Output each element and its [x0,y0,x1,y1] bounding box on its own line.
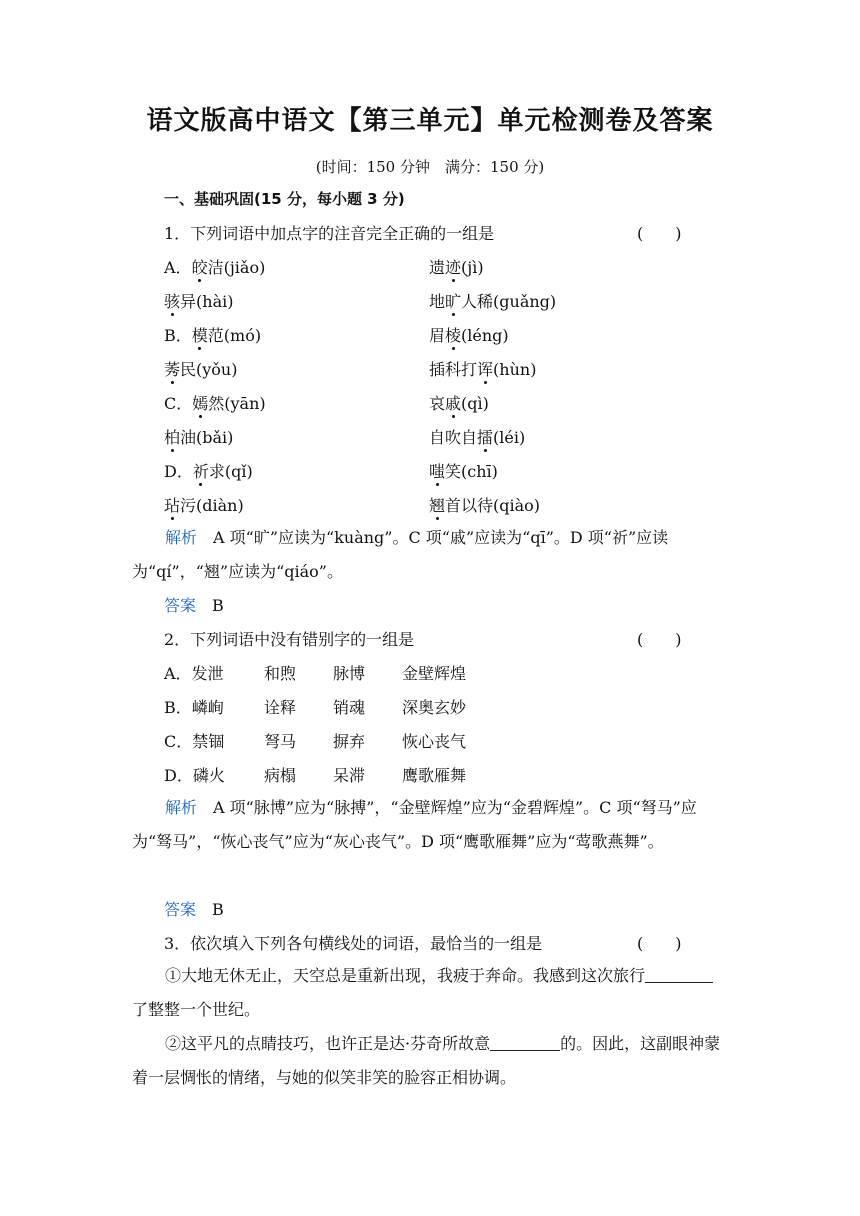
dotted-char: 戚 [445,394,462,413]
dotted-char: 翘 [429,496,446,515]
q1-option-a-word-1: A．皎洁(jiǎo) [164,258,266,277]
option-label: D． [164,462,193,481]
answer-text: B [212,900,224,919]
question-2-answer-paren: ( ) [637,630,682,649]
answer-label: 答案 [164,900,197,919]
option-label: A． [164,258,192,277]
q1-option-a-word-2: 遗迹(jì) [429,258,484,277]
q1-analysis [132,521,728,589]
q1-option-a-word-4: 地旷人稀(guǎng) [429,292,557,311]
q1-option-d-word-4: 翘首以待(qiào) [429,496,541,515]
fill-blank[interactable] [490,1034,560,1051]
q1-option-c-word-2: 哀戚(qì) [429,394,489,413]
analysis-text: A 项“旷”应读为“kuàng”。C 项“戚”应读为“qī”。D 项“祈”应读为“qí”，“翘”应读为“qiáo”。 [132,528,669,581]
q2-option-c: C．禁锢 弩马 摒弃 恢心丧气 [164,732,467,751]
document-subtitle: (时间：150 分钟 满分：150 分) [315,158,545,176]
q1-option-b-word-2: 眉棱(léng) [429,326,509,345]
dotted-char: 骇 [164,292,181,311]
q1-option-d-word-3: 玷污(diàn) [164,496,244,515]
q1-answer [164,596,224,616]
question-1-answer-paren: ( ) [637,224,682,243]
document-title: 语文版高中语文【第三单元】单元检测卷及答案 [146,106,714,136]
section-heading: 一、基础巩固(15 分，每小题 3 分) [164,190,405,208]
answer-text: B [212,596,224,615]
dotted-char: 棱 [445,326,462,345]
q1-option-d-word-1: D．祈求(qǐ) [164,462,253,481]
analysis-text: A 项“脉博”应为“脉搏”，“金壁辉煌”应为“金碧辉煌”。C 项“弩马”应为“驽马”，“恢心丧气”应为“灰心丧气”。D 项“鹰歌雁舞”应为“莺歌燕舞”。 [132,798,697,851]
q2-option-a: A．发泄 和煦 脉博 金壁辉煌 [164,664,467,683]
dotted-char: 诨 [477,360,494,379]
q1-option-c-word-4: 自吹自擂(léi) [429,428,526,447]
analysis-label: 解析 [165,798,198,817]
q2-option-d: D．磷火 病榻 呆滞 鹰歌雁舞 [164,766,467,785]
dotted-char: 祈 [192,462,209,481]
dotted-char: 嗤 [429,462,446,481]
q1-option-d-word-2: 嗤笑(chī) [429,462,498,481]
q2-option-b: B．嶙峋 诠释 销魂 深奥玄妙 [164,698,467,717]
dotted-char: 玷 [164,496,181,515]
dotted-char: 柏 [164,428,181,447]
dotted-char: 模 [191,326,208,345]
fill-blank[interactable] [645,966,713,983]
question-2-stem: 2．下列词语中没有错别字的一组是 [164,630,415,649]
option-label: B． [164,326,192,345]
q1-option-a-word-3: 骇异(hài) [164,292,234,311]
dotted-char: 旷 [445,292,462,311]
q2-analysis [132,791,728,859]
question-3-stem: 3．依次填入下列各句横线处的词语，最恰当的一组是 [164,934,543,953]
dotted-char: 嫣 [192,394,209,413]
option-label: C． [164,394,193,413]
q1-option-b-word-4: 插科打诨(hùn) [429,360,537,379]
q3-sentence-1: ①大地无休无止，天空总是重新出现，我疲于奔命。我感到这次旅行了整整一个世纪。 [132,959,728,1027]
analysis-label: 解析 [165,528,198,547]
question-3-answer-paren: ( ) [637,934,682,953]
q1-option-b-word-1: B．模范(mó) [164,326,262,345]
answer-label: 答案 [164,596,197,615]
q1-option-c-word-1: C．嫣然(yān) [164,394,266,413]
q1-option-c-word-3: 柏油(bǎi) [164,428,234,447]
q2-answer [164,900,224,920]
q1-option-b-word-3: 莠民(yǒu) [164,360,238,379]
question-1-stem: 1．下列词语中加点字的注音完全正确的一组是 [164,224,495,243]
dotted-char: 擂 [477,428,494,447]
dotted-char: 迹 [445,258,462,277]
dotted-char: 莠 [164,360,181,379]
dotted-char: 皎 [191,258,208,277]
q3-sentence-2: ②这平凡的点睛技巧，也许正是达·芬奇所故意 的。因此，这副眼神蒙着一层惆怅的情绪，与她的似笑非笑的脸容正相协调。 [132,1034,721,1087]
